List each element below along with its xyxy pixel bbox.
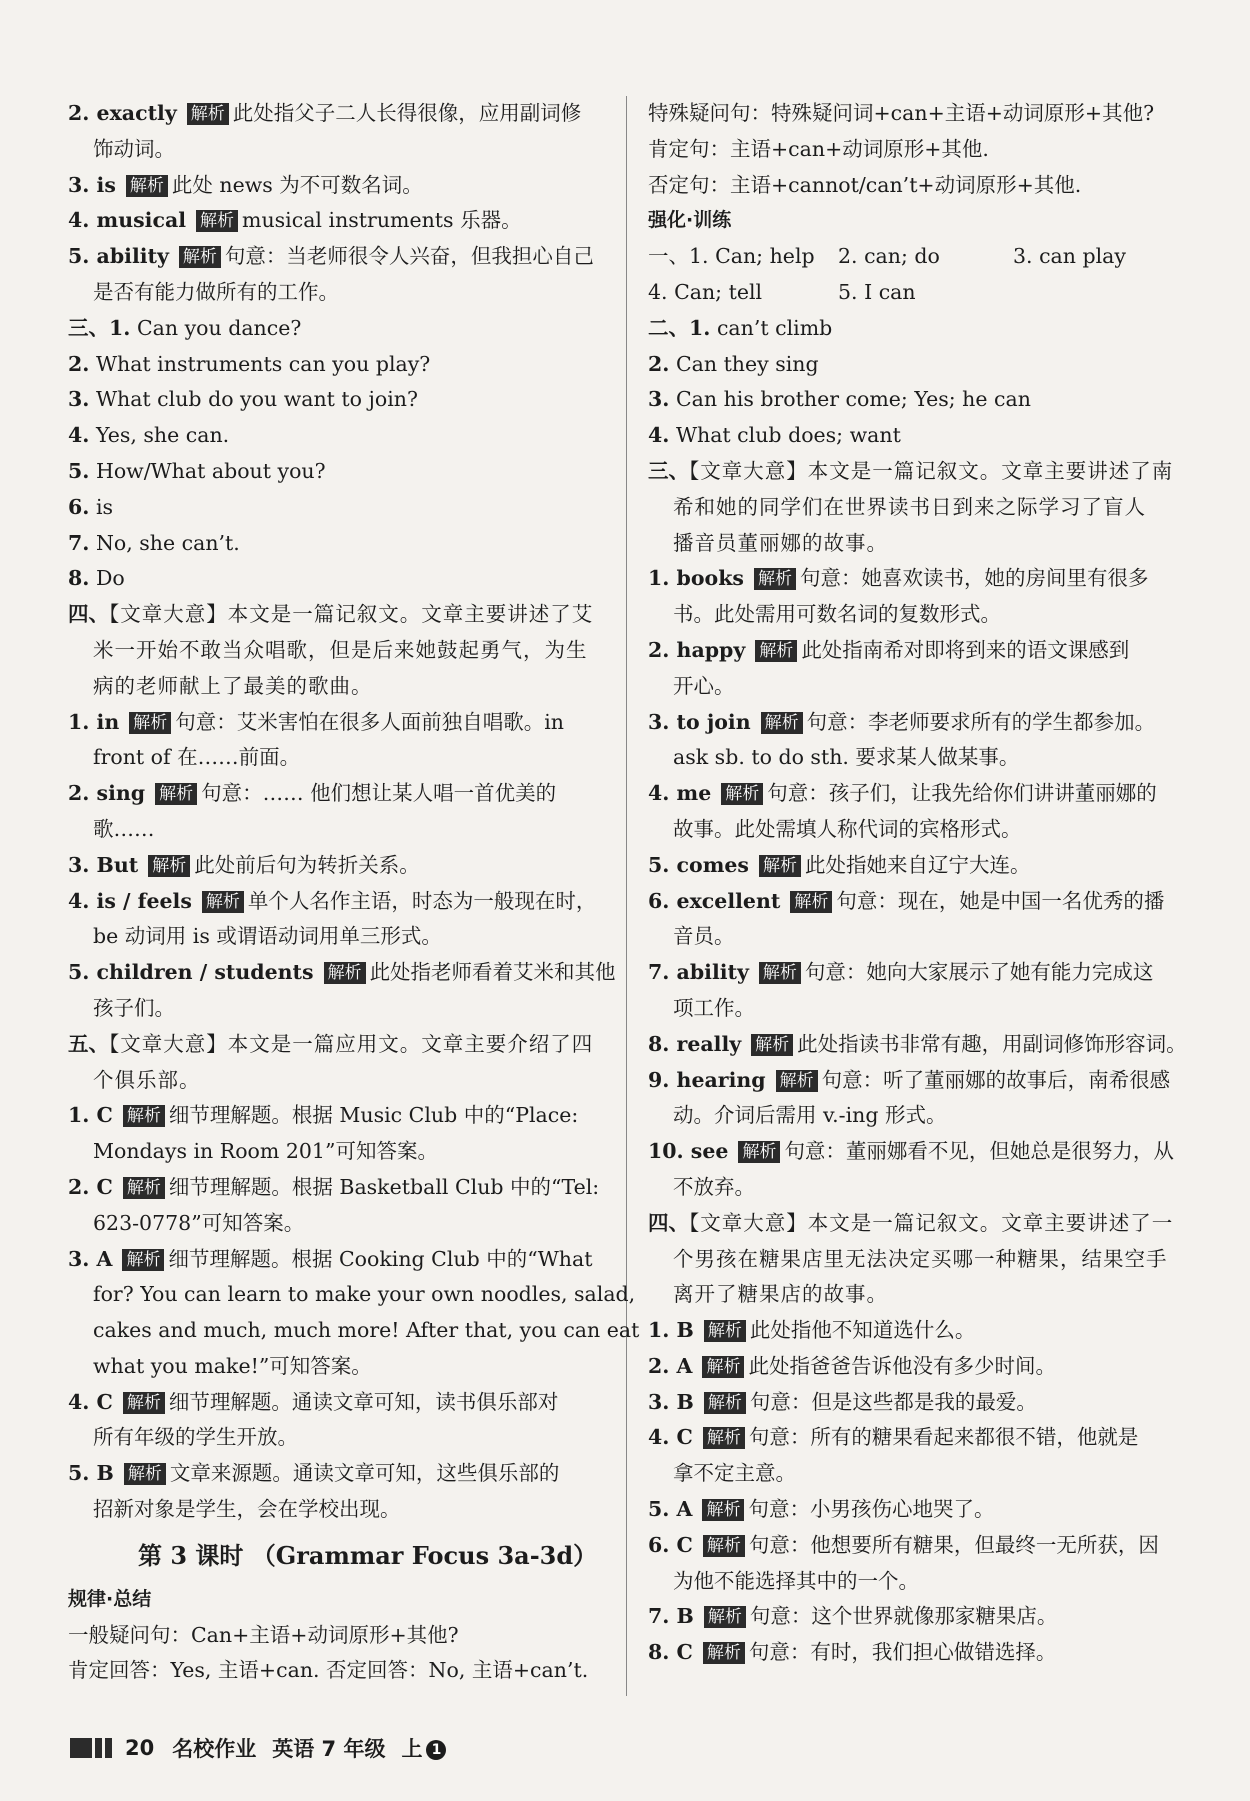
- answer-number: 4. musical: [68, 208, 187, 233]
- analysis-tag: 解析: [759, 855, 801, 877]
- answer-text: 此处指父子二人长得很像，应用副词修: [232, 101, 582, 125]
- continuation-text: ask sb. to do sth. 要求某人做某事。: [673, 745, 1020, 770]
- continuation-text: 动。介词后需用 v.-ing 形式。: [673, 1103, 947, 1128]
- answer-line: [68, 1456, 606, 1492]
- right-column: [648, 96, 1196, 1671]
- answer-text: 细节理解题。通读文章可知，读书俱乐部对: [168, 1389, 559, 1414]
- answer-line: [68, 1242, 606, 1278]
- answer-number: 9. hearing: [648, 1067, 766, 1092]
- analysis-tag: 解析: [202, 891, 244, 913]
- answer-text: 句意：李老师要求所有的学生都参加。: [806, 709, 1156, 734]
- continuation-text: Mondays in Room 201”可知答案。: [93, 1139, 438, 1164]
- answer-text: Do: [95, 566, 125, 591]
- analysis-tag: 解析: [123, 1177, 165, 1199]
- passage-summary: 【文章大意】本文是一篇记叙文。文章主要讲述了艾: [109, 602, 594, 627]
- answer-line: [648, 812, 1196, 848]
- answer-line: [648, 454, 1196, 490]
- analysis-tag: 解析: [129, 712, 171, 734]
- answer-text: 细节理解题。根据 Basketball Club 中的“Tel:: [168, 1174, 600, 1199]
- answer-number: 2.: [68, 351, 90, 376]
- answer-number: 7. ability: [648, 960, 749, 985]
- answer-number: 1. in: [68, 709, 120, 734]
- answer-number: 2.: [648, 351, 670, 376]
- continuation-text: 623-0778”可知答案。: [93, 1210, 305, 1235]
- answer-line: [68, 740, 606, 776]
- answer-line: [648, 1098, 1196, 1134]
- answer-line: [68, 168, 606, 204]
- answer-line: [648, 561, 1196, 597]
- answer-line: [68, 490, 606, 526]
- answer-line: [648, 1313, 1196, 1349]
- answer-text: What club does; want: [675, 423, 901, 448]
- analysis-tag: 解析: [703, 1535, 745, 1557]
- answer-number: 4.: [648, 423, 670, 448]
- analysis-tag: 解析: [751, 1034, 793, 1056]
- answer-text: 句意：当老师很令人兴奋，但我担心自己: [224, 244, 594, 269]
- analysis-tag: 解析: [704, 1392, 746, 1414]
- answer-text: 句意：她喜欢读书，她的房间里有很多: [799, 566, 1149, 591]
- answer-line: [68, 919, 606, 955]
- answer-line: [648, 311, 1196, 347]
- page-number: 20: [125, 1736, 155, 1760]
- answer-text: No, she can’t.: [95, 530, 240, 555]
- answer-text: 此处指她来自辽宁大连。: [804, 852, 1031, 877]
- answer-line: [648, 740, 1196, 776]
- answer-cell: 一、1. Can; help: [648, 244, 815, 269]
- rule-line: 肯定回答：Yes, 主语+can. 否定回答：No, 主语+can’t.: [68, 1658, 589, 1683]
- lesson-focus: （Grammar Focus 3a-3d）: [251, 1540, 598, 1570]
- analysis-tag: 解析: [196, 210, 238, 232]
- answer-text: Can they sing: [675, 351, 819, 376]
- answer-line: [648, 633, 1196, 669]
- answer-line: [648, 1170, 1196, 1206]
- answer-text: 此处指读书非常有趣，用副词修饰形容词。: [797, 1031, 1187, 1056]
- answer-line: [68, 239, 606, 275]
- answer-number: 3. B: [648, 1389, 694, 1414]
- answer-text: 此处指爸爸告诉他没有多少时间。: [748, 1353, 1056, 1378]
- answer-number: 4. C: [648, 1425, 693, 1450]
- rule-line: 一般疑问句：Can+主语+动词原形+其他?: [68, 1622, 459, 1647]
- answer-line: [648, 1277, 1196, 1313]
- answer-text: musical instruments 乐器。: [242, 208, 522, 233]
- answer-line: [68, 1385, 606, 1421]
- answer-line: [68, 311, 606, 347]
- passage-summary: 【文章大意】本文是一篇记叙文。文章主要讲述了一: [689, 1210, 1174, 1235]
- answer-text: 句意：艾米害怕在很多人面前独自唱歌。in: [175, 709, 564, 734]
- answer-line: [68, 1277, 636, 1313]
- continuation-text: 离开了糖果店的故事。: [673, 1282, 888, 1307]
- passage-summary: 【文章大意】本文是一篇应用文。文章主要介绍了四: [109, 1031, 594, 1056]
- answer-line: [68, 382, 606, 418]
- answer-line: [648, 490, 1196, 526]
- answer-line: [648, 1385, 1196, 1421]
- analysis-tag: 解析: [155, 783, 197, 805]
- answer-line: [648, 1492, 1196, 1528]
- answer-number: 二、1.: [648, 315, 711, 340]
- answer-text: 细节理解题。根据 Music Club 中的“Place:: [168, 1103, 579, 1128]
- answer-line: [648, 347, 1196, 383]
- analysis-tag: 解析: [148, 855, 190, 877]
- answer-line: [648, 669, 1196, 705]
- answer-line: [648, 1599, 1196, 1635]
- continuation-text: 开心。: [673, 673, 735, 698]
- answer-number: 4. C: [68, 1389, 113, 1414]
- answer-number: 8.: [68, 566, 90, 591]
- continuation-text: 米一开始不敢当众唱歌，但是后来她鼓起勇气，为生: [93, 637, 588, 662]
- answer-text: 句意：…… 他们想让某人唱一首优美的: [201, 781, 557, 806]
- answer-number: 5. comes: [648, 852, 749, 877]
- analysis-tag: 解析: [703, 1427, 745, 1449]
- rule-line: 否定句：主语+cannot/can’t+动词原形+其他.: [648, 172, 1082, 197]
- answer-text: 句意：小男孩伤心地哭了。: [748, 1497, 995, 1522]
- answer-line: [68, 1313, 640, 1349]
- answer-line: [68, 884, 606, 920]
- answer-number: 5. ability: [68, 244, 169, 269]
- answer-line: [648, 1206, 1196, 1242]
- answer-row: [648, 239, 1196, 275]
- answer-row: [648, 275, 1196, 311]
- continuation-text: 项工作。: [673, 995, 755, 1020]
- left-column: [68, 96, 640, 1689]
- answer-line: [68, 1349, 606, 1385]
- answer-number: 1. C: [68, 1103, 113, 1128]
- answer-number: 7. B: [648, 1604, 694, 1629]
- answer-line: [68, 418, 606, 454]
- column-divider: [626, 96, 627, 1696]
- answer-line: [648, 1134, 1196, 1170]
- answer-number: 1. B: [648, 1318, 694, 1343]
- footer-brand: 名校作业: [172, 1737, 257, 1761]
- answer-number: 5. B: [68, 1461, 114, 1486]
- analysis-tag: 解析: [702, 1356, 744, 1378]
- answer-cell: 2. can; do: [838, 244, 940, 269]
- answer-line: [648, 884, 1196, 920]
- answer-line: [648, 382, 1196, 418]
- footer-subject: 英语 7 年级: [272, 1737, 386, 1761]
- answer-line: [648, 776, 1196, 812]
- answer-number: 4. is / feels: [68, 888, 192, 913]
- answer-text: 句意：她向大家展示了她有能力完成这: [804, 960, 1154, 985]
- answer-line: [68, 1420, 606, 1456]
- answer-line: [68, 669, 606, 705]
- answer-cell: 3. can play: [1013, 244, 1126, 269]
- answer-number: 四、: [648, 1210, 689, 1235]
- answer-text: 细节理解题。根据 Cooking Club 中的“What: [168, 1246, 593, 1271]
- continuation-text: 饰动词。: [93, 136, 175, 161]
- rule-line: 肯定句：主语+can+动词原形+其他.: [648, 136, 989, 161]
- answer-text: 此处指南希对即将到来的语文课感到: [801, 637, 1130, 662]
- continuation-text: cakes and much, much more! After that, you can eat: [93, 1318, 640, 1343]
- answer-line: [68, 1492, 606, 1528]
- continuation-text: 是否有能力做所有的工作。: [93, 279, 339, 304]
- answer-text: 句意：他想要所有糖果，但最终一无所获，因: [748, 1532, 1159, 1557]
- lesson-section-title: [68, 1536, 606, 1576]
- analysis-tag: 解析: [122, 1249, 164, 1271]
- answer-line: [648, 1528, 1196, 1564]
- analysis-tag: 解析: [704, 1606, 746, 1628]
- answer-text: What club do you want to join?: [95, 387, 418, 412]
- answer-text: 此处指他不知道选什么。: [749, 1318, 976, 1343]
- analysis-tag: 解析: [755, 640, 797, 662]
- analysis-tag: 解析: [703, 1642, 745, 1664]
- answer-text: Can his brother come; Yes; he can: [675, 387, 1031, 412]
- answer-number: 2. sing: [68, 781, 146, 806]
- analysis-tag: 解析: [123, 1392, 165, 1414]
- answer-line: [648, 1349, 1196, 1385]
- answer-number: 8. C: [648, 1640, 693, 1665]
- answer-number: 8. really: [648, 1031, 742, 1056]
- answer-number: 6. C: [648, 1532, 693, 1557]
- footer-volume: 上 1: [401, 1733, 446, 1763]
- answer-text: 此处前后句为转折关系。: [194, 852, 420, 877]
- answer-line: [648, 1242, 1196, 1278]
- volume-circle-icon: 1: [426, 1740, 446, 1760]
- answer-line: [68, 203, 606, 239]
- analysis-tag: 解析: [761, 712, 803, 734]
- answer-line: [648, 1564, 1196, 1600]
- answer-number: 3. to join: [648, 709, 751, 734]
- answer-text: 句意：有时，我们担心做错选择。: [748, 1640, 1057, 1665]
- drill-heading: 强化·训练: [648, 209, 732, 232]
- answer-line: [648, 1063, 1196, 1099]
- answer-number: 5. A: [648, 1497, 693, 1522]
- answer-text: 文章来源题。通读文章可知，这些俱乐部的: [169, 1461, 560, 1486]
- answer-text: 句意：董丽娜看不见，但她总是很努力，从: [784, 1139, 1174, 1164]
- continuation-text: 孩子们。: [93, 995, 175, 1020]
- answer-line: [68, 848, 606, 884]
- answer-number: 三、: [648, 458, 689, 483]
- analysis-tag: 解析: [704, 1320, 746, 1342]
- answer-line: [68, 633, 606, 669]
- analysis-tag: 解析: [126, 175, 168, 197]
- answer-text: 句意：所有的糖果看起来都很不错，他就是: [748, 1425, 1139, 1450]
- answer-line: [648, 1456, 1196, 1492]
- answer-number: 2. A: [648, 1353, 693, 1378]
- answer-number: 6. excellent: [648, 888, 781, 913]
- answer-text: is: [95, 494, 114, 519]
- answer-line: [648, 597, 1196, 633]
- continuation-text: 病的老师献上了最美的歌曲。: [93, 673, 373, 698]
- analysis-tag: 解析: [759, 962, 801, 984]
- answer-cell: 5. I can: [838, 279, 916, 304]
- answer-number: 3. is: [68, 172, 116, 197]
- answer-text: 句意：但是这些都是我的最爱。: [749, 1389, 1037, 1414]
- continuation-text: 个俱乐部。: [93, 1067, 201, 1092]
- analysis-tag: 解析: [790, 891, 832, 913]
- answer-number: 四、: [68, 602, 109, 627]
- answer-line: [68, 812, 606, 848]
- answer-line: [68, 561, 606, 597]
- rule-line: 特殊疑问句：特殊疑问词+can+主语+动词原形+其他?: [648, 101, 1155, 125]
- continuation-text: 音员。: [673, 924, 735, 949]
- continuation-text: 播音员董丽娜的故事。: [673, 530, 888, 555]
- answer-number: 2. C: [68, 1174, 113, 1199]
- continuation-text: 希和她的同学们在世界读书日到来之际学习了盲人: [673, 494, 1146, 519]
- answer-line: [68, 526, 606, 562]
- answer-line: [648, 1635, 1196, 1671]
- answer-number: 3.: [68, 387, 90, 412]
- continuation-text: 不放弃。: [673, 1174, 755, 1199]
- answer-text: 句意：现在，她是中国一名优秀的播: [836, 888, 1165, 913]
- answer-text: 句意：孩子们，让我先给你们讲讲董丽娜的: [767, 781, 1157, 806]
- answer-line: [68, 1134, 606, 1170]
- answer-line: [648, 848, 1196, 884]
- answer-line: [68, 275, 606, 311]
- continuation-text: for? You can learn to make your own noodles, salad,: [93, 1282, 636, 1307]
- lesson-number: 第 3 课时: [138, 1540, 244, 1570]
- answer-number: 4. me: [648, 781, 712, 806]
- answer-line: [648, 418, 1196, 454]
- answer-text: can’t climb: [716, 315, 833, 340]
- answer-line: [68, 705, 606, 741]
- answer-number: 3.: [648, 387, 670, 412]
- answer-line: [68, 955, 616, 991]
- analysis-tag: 解析: [702, 1499, 744, 1521]
- continuation-text: 拿不定主意。: [673, 1461, 796, 1486]
- answer-line: [68, 1027, 606, 1063]
- answer-number: 10. see: [648, 1139, 729, 1164]
- answer-cell: 4. Can; tell: [648, 279, 763, 304]
- answer-line: [68, 132, 606, 168]
- analysis-tag: 解析: [324, 962, 366, 984]
- answer-line: [648, 991, 1196, 1027]
- answer-line: [648, 955, 1196, 991]
- answer-line: [68, 454, 606, 490]
- answer-text: 句意：这个世界就像那家糖果店。: [749, 1604, 1058, 1629]
- analysis-tag: 解析: [179, 246, 221, 268]
- answer-line: [68, 597, 606, 633]
- answer-number: 1. books: [648, 566, 744, 591]
- answer-text: Yes, she can.: [95, 423, 230, 448]
- answer-number: 2. exactly: [68, 101, 177, 125]
- answer-line: [648, 1420, 1196, 1456]
- continuation-text: 所有年级的学生开放。: [93, 1425, 298, 1450]
- analysis-tag: 解析: [124, 1463, 166, 1485]
- answer-line: [648, 526, 1196, 562]
- answer-text: How/What about you?: [95, 458, 326, 483]
- answer-number: 7.: [68, 530, 90, 555]
- continuation-text: be 动词用 is 或谓语动词用单三形式。: [93, 924, 442, 949]
- answer-number: 6.: [68, 494, 90, 519]
- answer-text: 句意：听了董丽娜的故事后，南希很感: [821, 1067, 1171, 1092]
- analysis-tag: 解析: [776, 1070, 818, 1092]
- analysis-tag: 解析: [738, 1141, 780, 1163]
- continuation-text: 歌……: [93, 816, 155, 841]
- analysis-tag: 解析: [187, 103, 229, 125]
- analysis-tag: 解析: [123, 1105, 165, 1127]
- answer-line: [68, 347, 606, 383]
- continuation-text: 招新对象是学生，会在学校出现。: [93, 1497, 401, 1522]
- answer-number: 3. A: [68, 1246, 113, 1271]
- answer-line: [648, 705, 1196, 741]
- analysis-tag: 解析: [754, 568, 796, 590]
- answer-number: 3. But: [68, 852, 139, 877]
- continuation-text: 个男孩在糖果店里无法决定买哪一种糖果，结果空手: [673, 1246, 1168, 1271]
- answer-line: [68, 1170, 606, 1206]
- rule-summary-heading: 规律·总结: [68, 1587, 152, 1610]
- answer-number: 2. happy: [648, 637, 746, 662]
- answer-line: [68, 991, 606, 1027]
- answer-line: [68, 1098, 606, 1134]
- answer-text: 此处 news 为不可数名词。: [171, 172, 423, 197]
- answer-line: [648, 919, 1196, 955]
- answer-text: Can you dance?: [136, 315, 302, 340]
- answer-line: [68, 776, 606, 812]
- answer-text: What instruments can you play?: [95, 351, 431, 376]
- answer-line: [68, 96, 606, 132]
- answer-number: 5.: [68, 458, 90, 483]
- answer-number: 4.: [68, 423, 90, 448]
- analysis-tag: 解析: [721, 783, 763, 805]
- answer-text: 此处指老师看着艾米和其他: [369, 960, 616, 985]
- continuation-text: what you make!”可知答案。: [93, 1353, 372, 1378]
- answer-line: [648, 1027, 1196, 1063]
- passage-summary: 【文章大意】本文是一篇记叙文。文章主要讲述了南: [689, 458, 1174, 483]
- answer-text: 单个人名作主语，时态为一般现在时，: [247, 888, 597, 913]
- page-footer: [70, 1728, 462, 1768]
- answer-number: 三、1.: [68, 315, 131, 340]
- continuation-text: front of 在……前面。: [93, 745, 301, 770]
- answer-line: [68, 1063, 606, 1099]
- continuation-text: 为他不能选择其中的一个。: [673, 1568, 919, 1593]
- answer-number: 5. children / students: [68, 960, 314, 985]
- footer-bars-icon: [70, 1738, 115, 1758]
- continuation-text: 故事。此处需填人称代词的宾格形式。: [673, 816, 1022, 841]
- continuation-text: 书。此处需用可数名词的复数形式。: [673, 602, 1001, 627]
- answer-line: [68, 1206, 606, 1242]
- answer-number: 五、: [68, 1031, 109, 1056]
